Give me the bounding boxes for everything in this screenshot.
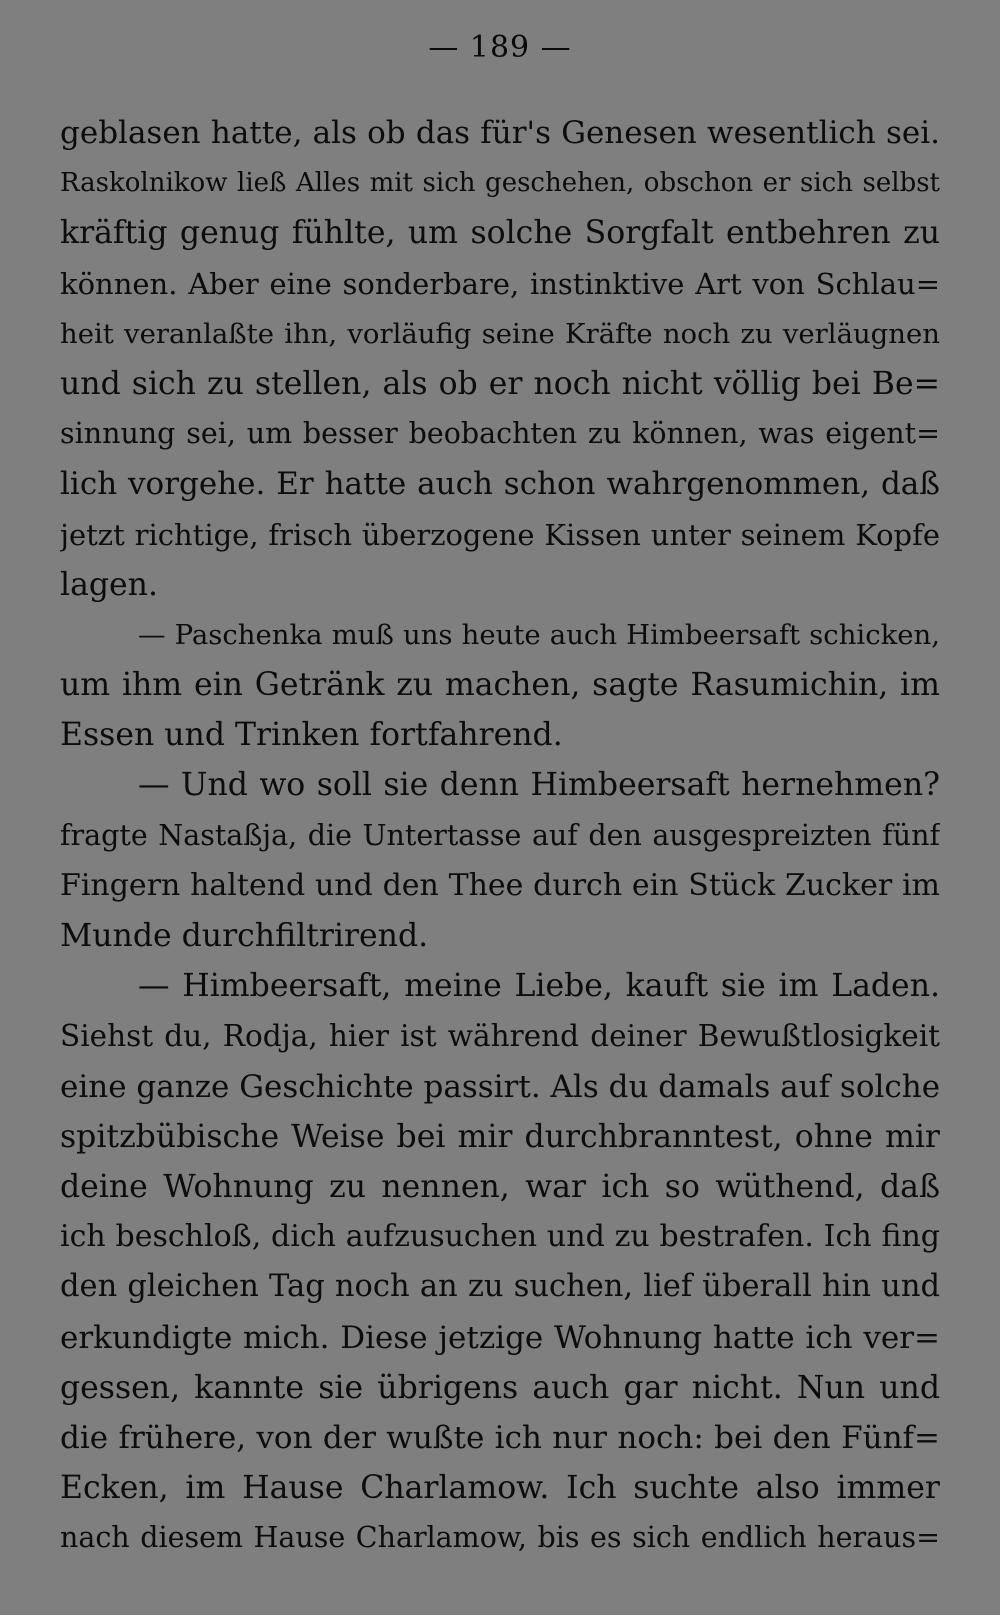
text-line: die frühere, von der wußte ich nur noch: bei den Fünf= — [60, 1419, 940, 1456]
text-line: geblasen hatte, als ob das für's Genesen wesentlich sei. — [60, 115, 940, 151]
text-line: — Paschenka muß uns heute auch Himbeersaft schicken, — [138, 618, 940, 651]
body-text — [60, 108, 940, 1563]
text-line: heit veranlaßte ihn, vorläufig seine Kräfte noch zu verläugnen — [60, 317, 940, 350]
text-line: deine Wohnung zu nennen, war ich so wüthend, daß — [60, 1168, 940, 1205]
text-line: fragte Nastaßja, die Untertasse auf den ausgespreizten fünf — [60, 818, 940, 852]
text-line: lich vorgehe. Er hatte auch schon wahrgenommen, daß — [60, 466, 940, 503]
text-line: Raskolnikow ließ Alles mit sich geschehen, obschon er sich selbst — [60, 168, 940, 199]
text-line: — Und wo soll sie denn Himbeersaft hernehmen? — [138, 767, 940, 804]
text-line: nach diesem Hause Charlamow, bis es sich endlich heraus= — [60, 1521, 940, 1555]
text-line: — Himbeersaft, meine Liebe, kauft sie im Laden. — [138, 968, 940, 1005]
text-line: Munde durchfiltrirend. — [60, 918, 429, 954]
text-line: können. Aber eine sonderbare, instinktive Art von Schlau= — [60, 266, 940, 301]
text-line: Siehst du, Rodja, hier ist während deiner Bewußtlosigkeit — [60, 1019, 940, 1054]
text-line: eine ganze Geschichte passirt. Als du damals auf solche — [60, 1068, 940, 1105]
text-line: ich beschloß, dich aufzusuchen und zu bestrafen. Ich fing — [60, 1219, 940, 1255]
text-line: jetzt richtige, frisch überzogene Kissen unter seinem Kopfe — [60, 517, 940, 552]
text-line: gessen, kannte sie übrigens auch gar nicht. Nun und — [60, 1369, 940, 1406]
text-line: lagen. — [60, 566, 158, 603]
text-line: Ecken, im Hause Charlamow. Ich suchte also immer — [60, 1470, 940, 1507]
page-number: — 189 — — [428, 30, 572, 65]
text-line: um ihm ein Getränk zu machen, sagte Rasumichin, im — [60, 667, 940, 704]
text-line: spitzbübische Weise bei mir durchbranntest, ohne mir — [60, 1118, 940, 1155]
text-line: den gleichen Tag noch an zu suchen, lief überall hin und — [60, 1269, 940, 1305]
text-line: sinnung sei, um besser beobachten zu können, was eigent= — [60, 417, 940, 451]
text-line: und sich zu stellen, als ob er noch nicht völlig bei Be= — [60, 365, 940, 402]
text-line: Fingern haltend und den Thee durch ein Stück Zucker im — [60, 867, 940, 903]
text-line: Essen und Trinken fortfahrend. — [60, 717, 563, 754]
text-line: kräftig genug fühlte, um solche Sorgfalt entbehren zu — [60, 215, 940, 252]
text-line: erkundigte mich. Diese jetzige Wohnung hatte ich ver= — [60, 1319, 940, 1356]
